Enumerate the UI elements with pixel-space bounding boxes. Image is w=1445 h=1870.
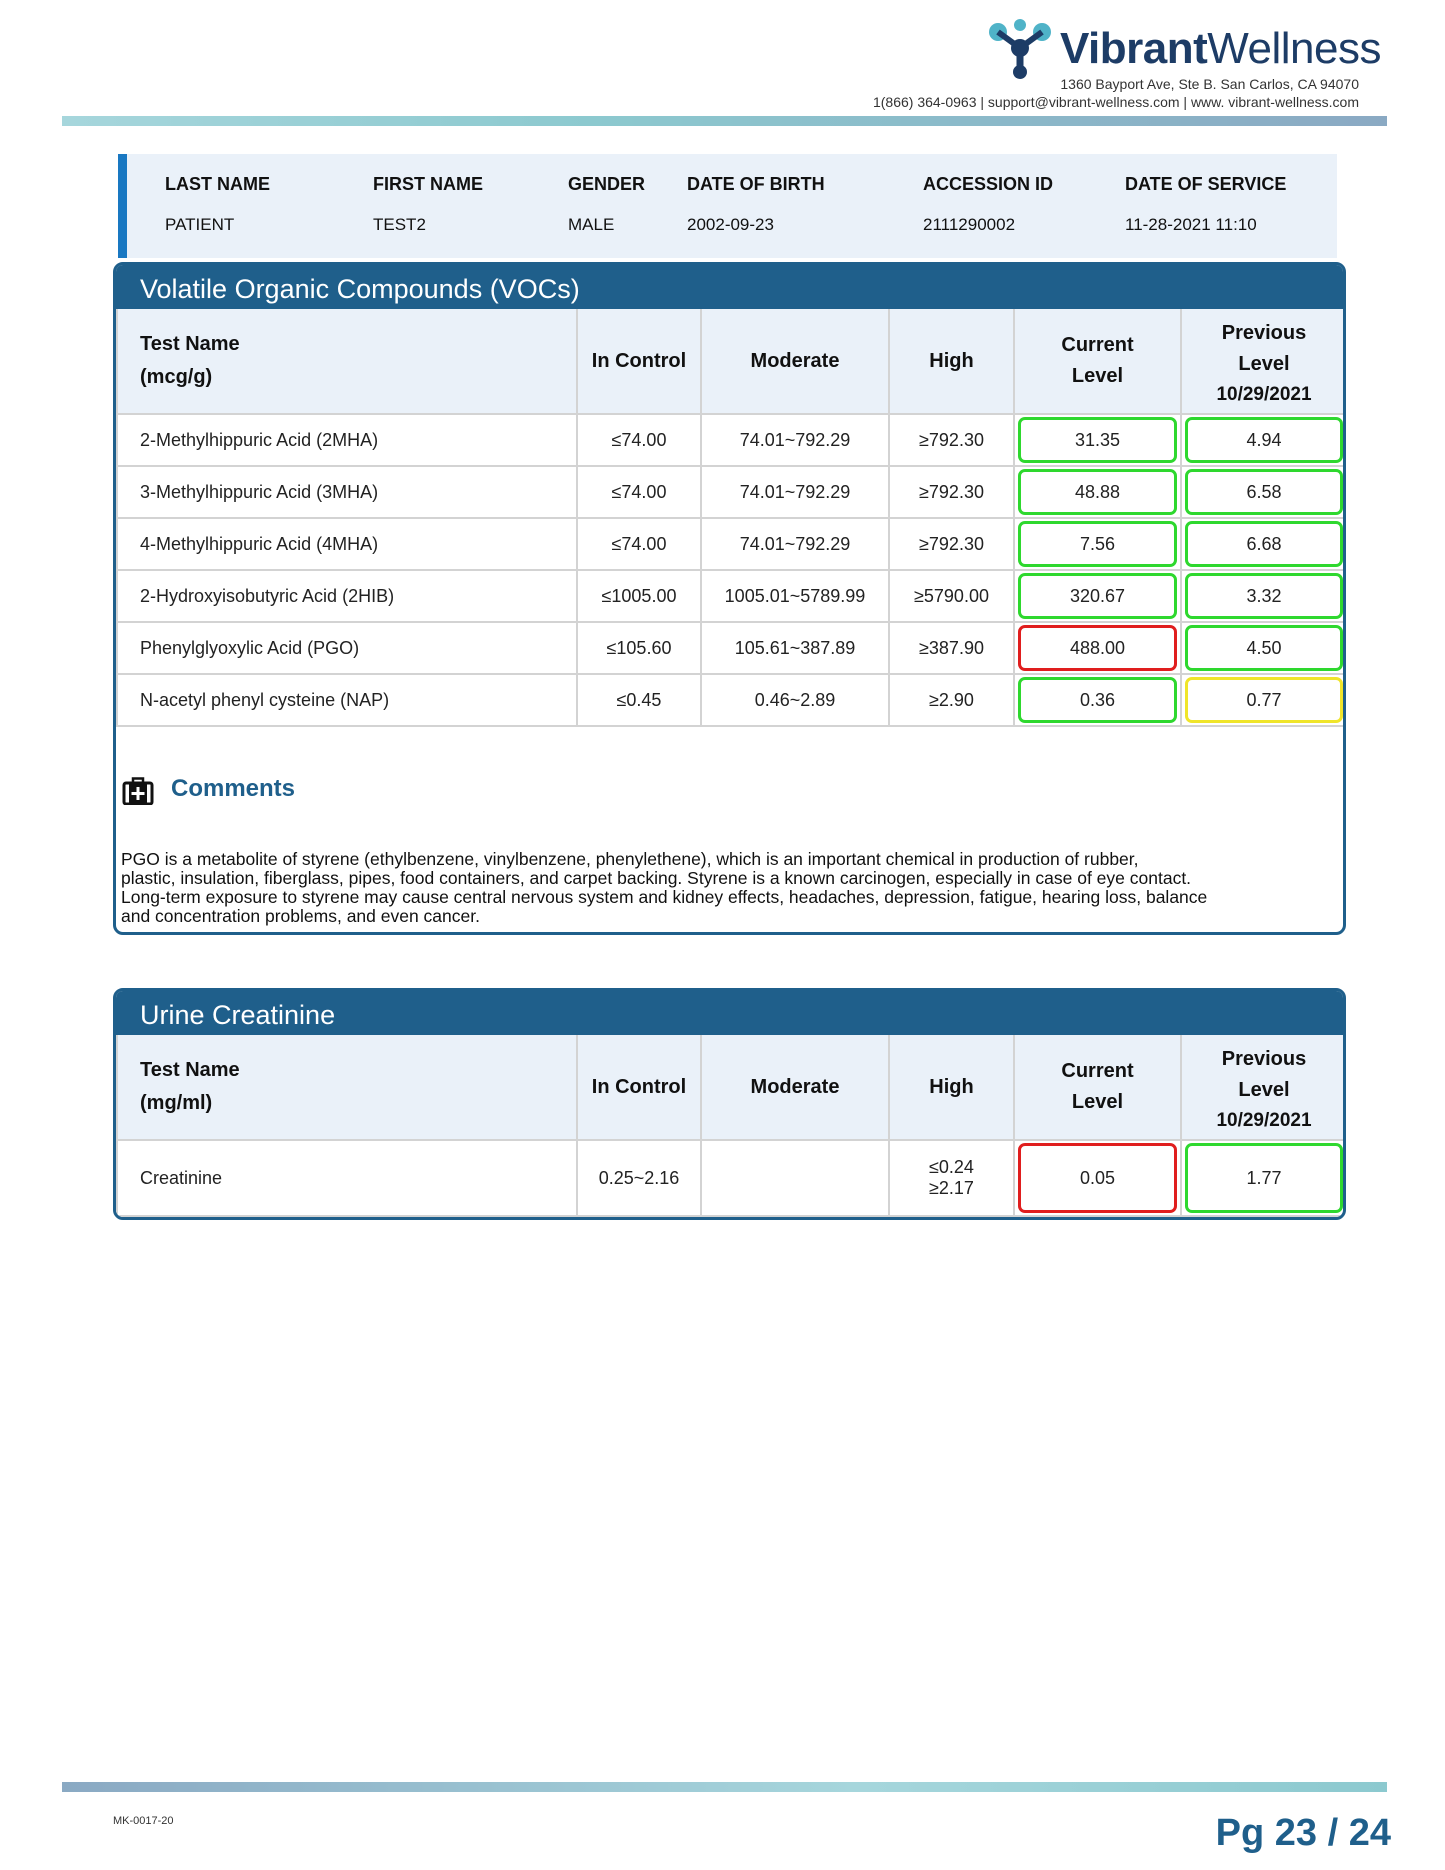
col-test-name: Test Name (mcg/g) (117, 309, 577, 414)
previous-level-badge: 3.32 (1185, 573, 1343, 619)
col-previous-level: Previous Level 10/29/2021 (1181, 309, 1346, 414)
table-row: 2-Hydroxyisobutyric Acid (2HIB) ≤1005.00 1005.01~5789.99 ≥5790.00 320.67 3.32 (117, 570, 1346, 622)
creatinine-header-row (117, 1035, 1346, 1140)
previous-level-badge: 4.50 (1185, 625, 1343, 671)
current-level-badge: 31.35 (1018, 417, 1177, 463)
creatinine-panel-title: Urine Creatinine (116, 991, 1343, 1035)
comment-text: PGO is a metabolite of styrene (ethylbenzene, vinylbenzene, phenylethene), which is an important chemical in production of rubber, plastic, insulation, fiberglass, pipes, food containers, and carpet backing. Styrene is a known carcinogen, especially in case of eye contact. Long-term exposure to styrene may cause central nervous system and kidney effects, headaches, depression, fatigue, hearing loss, balance and concentration problems, and even cancer. (121, 849, 1208, 926)
table-row: 4-Methylhippuric Acid (4MHA) ≤74.00 74.01~792.29 ≥792.30 7.56 6.68 (117, 518, 1346, 570)
previous-level-badge: 1.77 (1185, 1143, 1343, 1213)
col-test-name: Test Name (mg/ml) (117, 1035, 577, 1140)
col-current-level: Current Level (1014, 309, 1181, 414)
col-moderate: Moderate (701, 309, 889, 414)
voc-panel: Volatile Organic Compounds (VOCs) Test Name (mcg/g) In Control Moderate High Current Level Previous Level 10/29/2021 2-Methylhippuric Acid (2MHA) ≤74.00 74.01~792.29 ≥792.30 31.35 4.94 3-Methylhippuric Acid (3MHA) ≤74.00 74.01~792.29 ≥792.30 48.88 6.58 4-Methylhippuric Acid (4MHA) ≤74.00 74.01~792.29 ≥792.30 7.56 6.68 2-Hydroxyisobutyric Acid (2HIB) ≤1005.00 1005.01~5789.99 ≥5790.00 320.67 3.32 Phenylglyoxylic Acid (PGO) ≤105.60 105.61~387.89 ≥387.90 488.00 4.50 N-acetyl phenyl cysteine (NAP) ≤0.45 0.46~2.89 ≥2.90 0.36 0.77 Comments PGO is a metabolite of styrene (ethylbenzene, vinylbenzene, phenylethene), which is an important chemical in production of rubber, plastic, insulation, fiberglass, pipes, food containers, and carpet backing. Styrene is a known carcinogen, especially in case of eye contact. Long-term exposure to styrene may cause central nervous system and kidney effects, headaches, depression, fatigue, hearing loss, balance and concentration problems, and even cancer. (113, 262, 1346, 935)
patient-info-box: LAST NAME PATIENT FIRST NAME TEST2 GENDER MALE DATE OF BIRTH 2002-09-23 ACCESSION ID 2111290002 DATE OF SERVICE 11-28-2021 11:10 (118, 154, 1337, 258)
col-high: High (889, 1035, 1014, 1140)
previous-level-badge: 4.94 (1185, 417, 1343, 463)
previous-level-badge: 0.77 (1185, 677, 1343, 723)
footer-divider (62, 1782, 1387, 1792)
col-previous-level: Previous Level 10/29/2021 (1181, 1035, 1346, 1140)
molecule-logo-icon (985, 18, 1055, 80)
creatinine-results-table (116, 1035, 1346, 1217)
medical-kit-icon (122, 777, 154, 805)
col-current-level: Current Level (1014, 1035, 1181, 1140)
voc-header-row (117, 309, 1346, 414)
creatinine-panel (113, 988, 1346, 1220)
company-address: 1360 Bayport Ave, Ste B. San Carlos, CA 94070 (1060, 76, 1359, 92)
current-level-badge: 488.00 (1018, 625, 1177, 671)
document-code: MK-0017-20 (113, 1815, 174, 1827)
previous-level-badge: 6.68 (1185, 521, 1343, 567)
voc-panel-title: Volatile Organic Compounds (VOCs) (116, 265, 1343, 309)
voc-results-table (116, 309, 1346, 727)
table-row: Creatinine 0.25~2.16 ≤0.24 ≥2.17 0.05 1.77 (117, 1140, 1346, 1216)
page-number: Pg 23 / 24 (1215, 1812, 1391, 1854)
col-high: High (889, 309, 1014, 414)
current-level-badge: 0.05 (1018, 1143, 1177, 1213)
header-divider (62, 116, 1387, 126)
col-moderate: Moderate (701, 1035, 889, 1140)
col-in-control: In Control (577, 1035, 701, 1140)
current-level-badge: 48.88 (1018, 469, 1177, 515)
company-contact: 1(866) 364-0963 | support@vibrant-wellness.com | www. vibrant-wellness.com (872, 94, 1359, 110)
current-level-badge: 7.56 (1018, 521, 1177, 567)
vibrant-wellness-logo (985, 18, 1381, 78)
brand-name: VibrantWellness (1060, 24, 1381, 73)
previous-level-badge: 6.58 (1185, 469, 1343, 515)
table-row: 2-Methylhippuric Acid (2MHA) ≤74.00 74.01~792.29 ≥792.30 31.35 4.94 (117, 414, 1346, 466)
current-level-badge: 320.67 (1018, 573, 1177, 619)
table-row: Phenylglyoxylic Acid (PGO) ≤105.60 105.61~387.89 ≥387.90 488.00 4.50 (117, 622, 1346, 674)
table-row: 3-Methylhippuric Acid (3MHA) ≤74.00 74.01~792.29 ≥792.30 48.88 6.58 (117, 466, 1346, 518)
col-in-control: In Control (577, 309, 701, 414)
table-row: N-acetyl phenyl cysteine (NAP) ≤0.45 0.46~2.89 ≥2.90 0.36 0.77 (117, 674, 1346, 726)
current-level-badge: 0.36 (1018, 677, 1177, 723)
